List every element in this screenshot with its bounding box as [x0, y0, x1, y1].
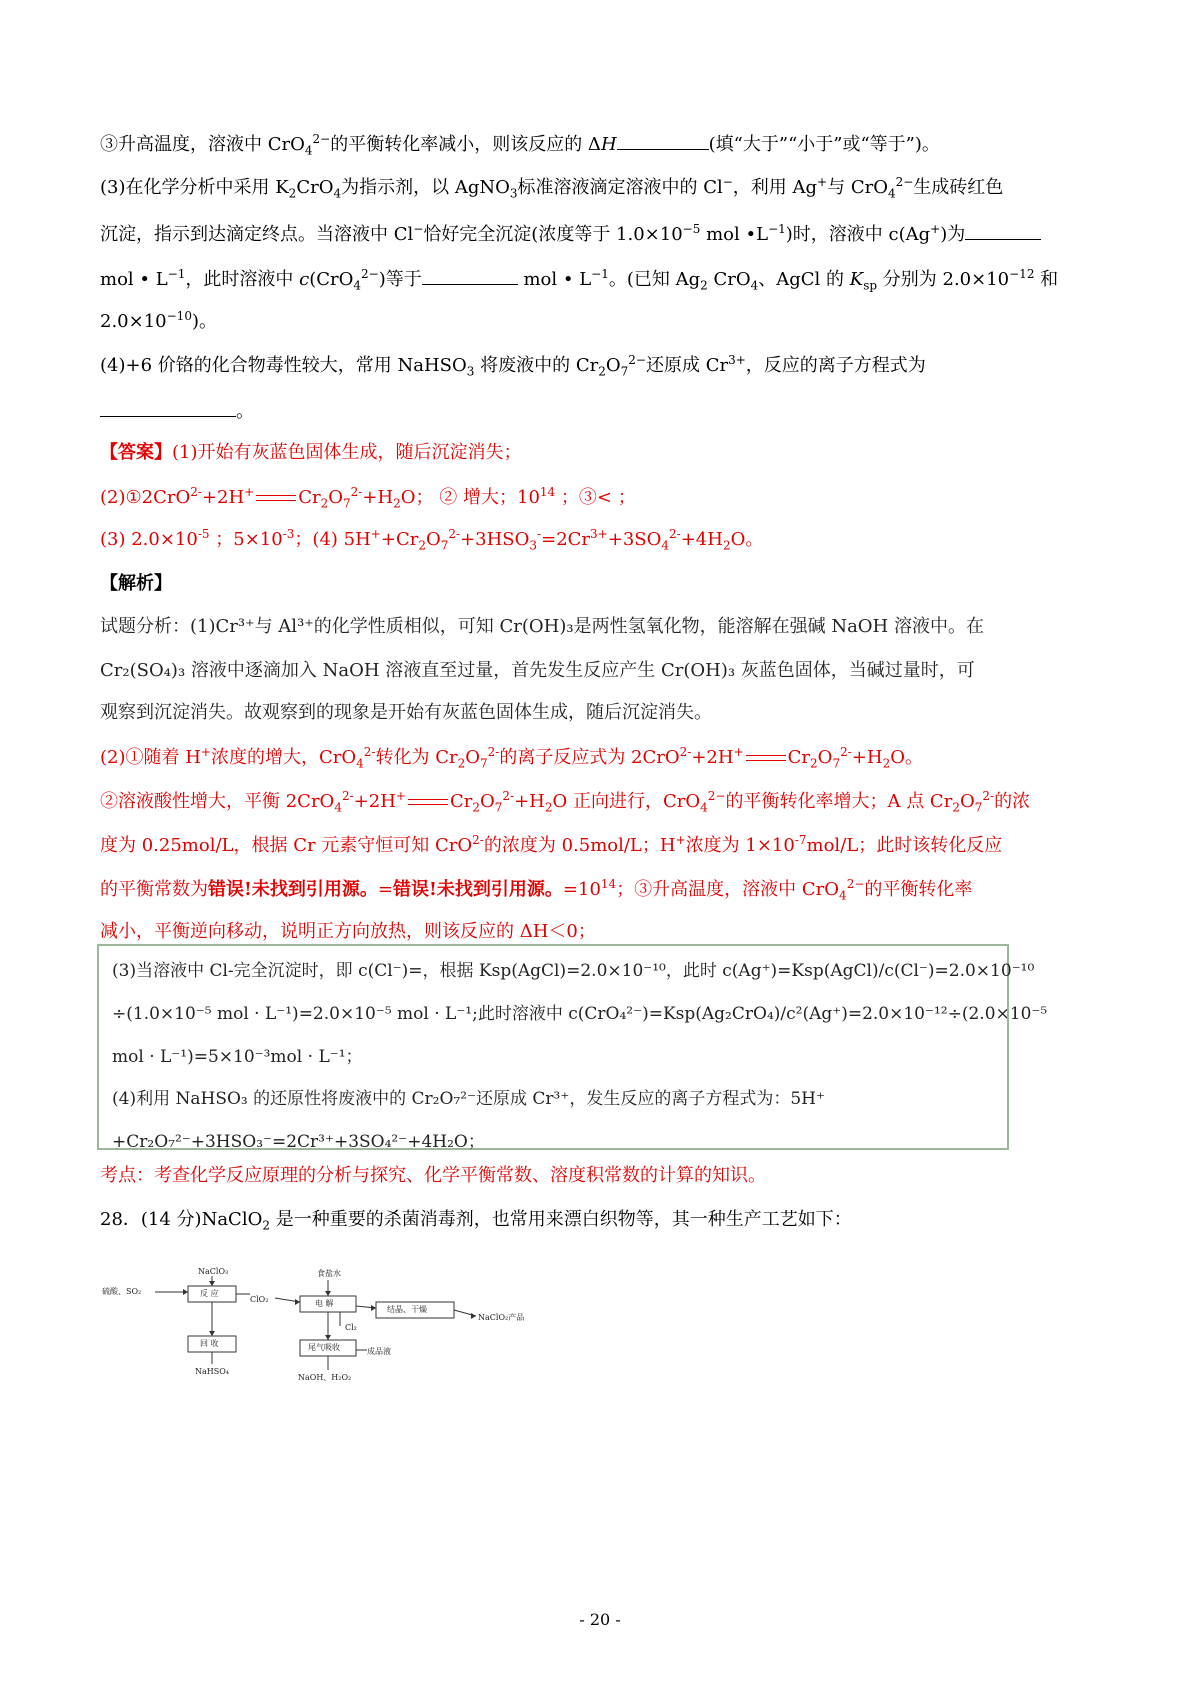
arrow-icon: [209, 1281, 215, 1286]
arrow-icon: [209, 1331, 215, 1336]
reaction-box-label: 反 应: [200, 1289, 219, 1298]
equilibrium-arrow-icon: [746, 753, 786, 763]
question-4-line-2: 。: [100, 398, 254, 425]
answer-blank[interactable]: [965, 221, 1041, 240]
analysis-red-line-2: ②溶液酸性增大，平衡 2CrO$_4^{2-}$+2H+ $Cr_2O_7^{2-}+H_2O$ 正向进行，CrO$_4^{2-}$的平衡转化率增大；A 点 $Cr_2O_7^{2-}$的浓: [100, 789, 1031, 815]
naclo3-label: NaClO₃: [198, 1267, 229, 1276]
cl2-label: Cl₂: [345, 1323, 357, 1332]
process-flow-diagram: [100, 1262, 570, 1402]
analysis-paragraph-1: 试题分析：(1)Cr³⁺与 Al³⁺的化学性质相似，可知 Cr(OH)₃是两性氢氧化物，能溶解在强碱 NaOH 溶液中。在: [100, 616, 984, 637]
page-number: - 20 -: [579, 1610, 621, 1629]
answer-blank[interactable]: [100, 398, 236, 417]
answer-label: 【答案】: [100, 442, 172, 463]
finished-liquid-label: 成品液: [367, 1347, 391, 1356]
question-3-line-2: 沉淀，指示到达滴定终点。当溶液中 Cl−恰好完全沉淀(浓度等于 $1.0\times 10^{-5}$ mol $•L^{-1}$)时，溶液中 c(Ag+)为: [100, 221, 1041, 248]
electrolysis-box-label: 电 解: [315, 1299, 334, 1308]
arrow-icon: [325, 1291, 331, 1296]
reference-error: 错误!未找到引用源。: [393, 879, 563, 900]
arrow-icon: [471, 1313, 476, 1319]
boxed-line-3: mol · L⁻¹)=5×10⁻³mol · L⁻¹；: [112, 1047, 363, 1067]
brine-label: 食盐水: [317, 1269, 341, 1278]
analysis-label: 【解析】: [100, 573, 172, 594]
question-28-line: 28．(14 分)NaClO$_2$ 是一种重要的杀菌消毒剂，也常用来漂白织物等，其一种生产工艺如下：: [100, 1209, 852, 1233]
analysis-red-line-4: 的平衡常数为错误!未找到引用源。=错误!未找到引用源。$=10^{14}$；③升高温度，溶液中 CrO$_4^{2-}$的平衡转化率: [100, 877, 973, 903]
analysis-red-line-3: 度为 0.25mol/L，根据 Cr 元素守恒可知 CrO$^{2-}$的浓度为 0.5mol/L；H+浓度为 $1\times 10^{-7}mol/L$；此时该转化反应: [100, 833, 1003, 856]
analysis-red-line-5: 减小，平衡逆向移动，说明正方向放热，则该反应的 ΔH＜0；: [100, 921, 596, 942]
question-3-line-1: (3)在化学分析中采用 $K_2CrO_4$为指示剂，以 AgNO$_3$标准溶液滴定溶液中的 Cl−，利用 Ag+与 CrO$_4^{2-}$生成砖红色: [100, 175, 1004, 201]
arrow-icon: [371, 1305, 376, 1311]
answer-blank[interactable]: [617, 131, 709, 150]
equilibrium-arrow-icon: [408, 797, 448, 807]
kaodian-line: 考点：考查化学反应原理的分析与探究、化学平衡常数、溶度积常数的计算的知识。: [100, 1165, 766, 1186]
arrow-icon: [295, 1299, 300, 1305]
naoh-h2o2-label: NaOH、H₂O₂: [298, 1373, 352, 1382]
answer-line-1: 【答案】(1)开始有灰蓝色固体生成，随后沉淀消失；: [100, 442, 522, 463]
boxed-line-1: (3)当溶液中 Cl-完全沉淀时，即 c(Cl⁻)=，根据 Ksp(AgCl)=2.0×10⁻¹⁰，此时 c(Ag⁺)=Ksp(AgCl)/c(Cl⁻)=2.0×10⁻¹⁰: [112, 961, 1035, 981]
question-3-line-3: mol • $L^{-1}$，此时溶液中 c(CrO$_4^{2-}$)等于 mol • $L^{-1}$。(已知 $Ag_2$ CrO$_4$、AgCl 的 $K_{sp}$ 分别为 $2.0\times 10^{-12}$ 和: [100, 267, 1059, 293]
equilibrium-arrow-icon: [256, 493, 296, 503]
answer-line-3: (3) $2.0\times 10^{-5}$ ；$5\times 10^{-3}$；(4) $5H^++Cr_2O_7^{2-}+3HSO_3^-=2Cr^{3+}+3SO_4^{2-}+4H_2O$。: [100, 527, 764, 553]
tail-gas-box-label: 尾气吸收: [308, 1343, 340, 1352]
boxed-line-2: ÷(1.0×10⁻⁵ mol · L⁻¹)=2.0×10⁻⁵ mol · L⁻¹;此时溶液中 c(CrO₄²⁻)=Ksp(Ag₂CrO₄)/c²(Ag⁺)=2.0×10⁻¹²÷(2.0×10⁻⁵: [112, 1004, 1048, 1024]
arrow-icon: [325, 1335, 331, 1340]
answer-line-2: (2)①2CrO$^{2-}$+2H+ $Cr_2O_7^{2-}+H_2O$； ② 增大；$10^{14}$ ；③< ；: [100, 485, 636, 511]
answer-blank[interactable]: [422, 266, 518, 285]
boxed-line-4: (4)利用 NaHSO₃ 的还原性将废液中的 Cr₂O₇²⁻还原成 Cr³⁺，发生反应的离子方程式为：5H⁺: [112, 1089, 825, 1109]
product-label: NaClO₂产品: [478, 1313, 525, 1322]
boxed-line-5: +Cr₂O₇²⁻+3HSO₃⁻=2Cr³⁺+3SO₄²⁻+4H₂O；: [112, 1132, 485, 1152]
analysis-red-line-1: (2)①随着 H+浓度的增大，CrO$_4^{2-}$转化为 $Cr_2O_7^{2-}$的离子反应式为 2CrO$^{2-}$+2H+ $Cr_2O_7^{2-}+H_2O$。: [100, 745, 923, 771]
question-3-3-line: ③升高温度，溶液中 CrO$_4^{2-}$的平衡转化率减小，则该反应的 ΔH (填“大于”“小于”或“等于”)。: [100, 132, 940, 158]
recover-box-label: 回 收: [200, 1339, 219, 1348]
analysis-paragraph-2: Cr₂(SO₄)₃ 溶液中逐滴加入 NaOH 溶液直至过量，首先发生反应产生 Cr(OH)₃ 灰蓝色固体，当碱过量时，可: [100, 660, 975, 681]
question-4-line-1: (4)+6 价铬的化合物毒性较大，常用 NaHSO$_3$ 将废液中的 $Cr_2O_7^{2-}$还原成 $Cr^{3+}$，反应的离子方程式为: [100, 353, 926, 379]
question-3-line-4: $2.0\times 10^{-10}$)。: [100, 309, 217, 332]
arrow-icon: [183, 1289, 188, 1295]
analysis-paragraph-3: 观察到沉淀消失。故观察到的现象是开始有灰蓝色固体生成，随后沉淀消失。: [100, 702, 712, 723]
clo2-label: ClO₂: [250, 1295, 269, 1304]
nahso4-label: NaHSO₄: [195, 1367, 229, 1376]
input-acid-so2-label: 硫酸、SO₂: [102, 1287, 142, 1296]
crystallize-box-label: 结晶、干燥: [387, 1305, 427, 1314]
reference-error: 错误!未找到引用源。: [208, 879, 378, 900]
